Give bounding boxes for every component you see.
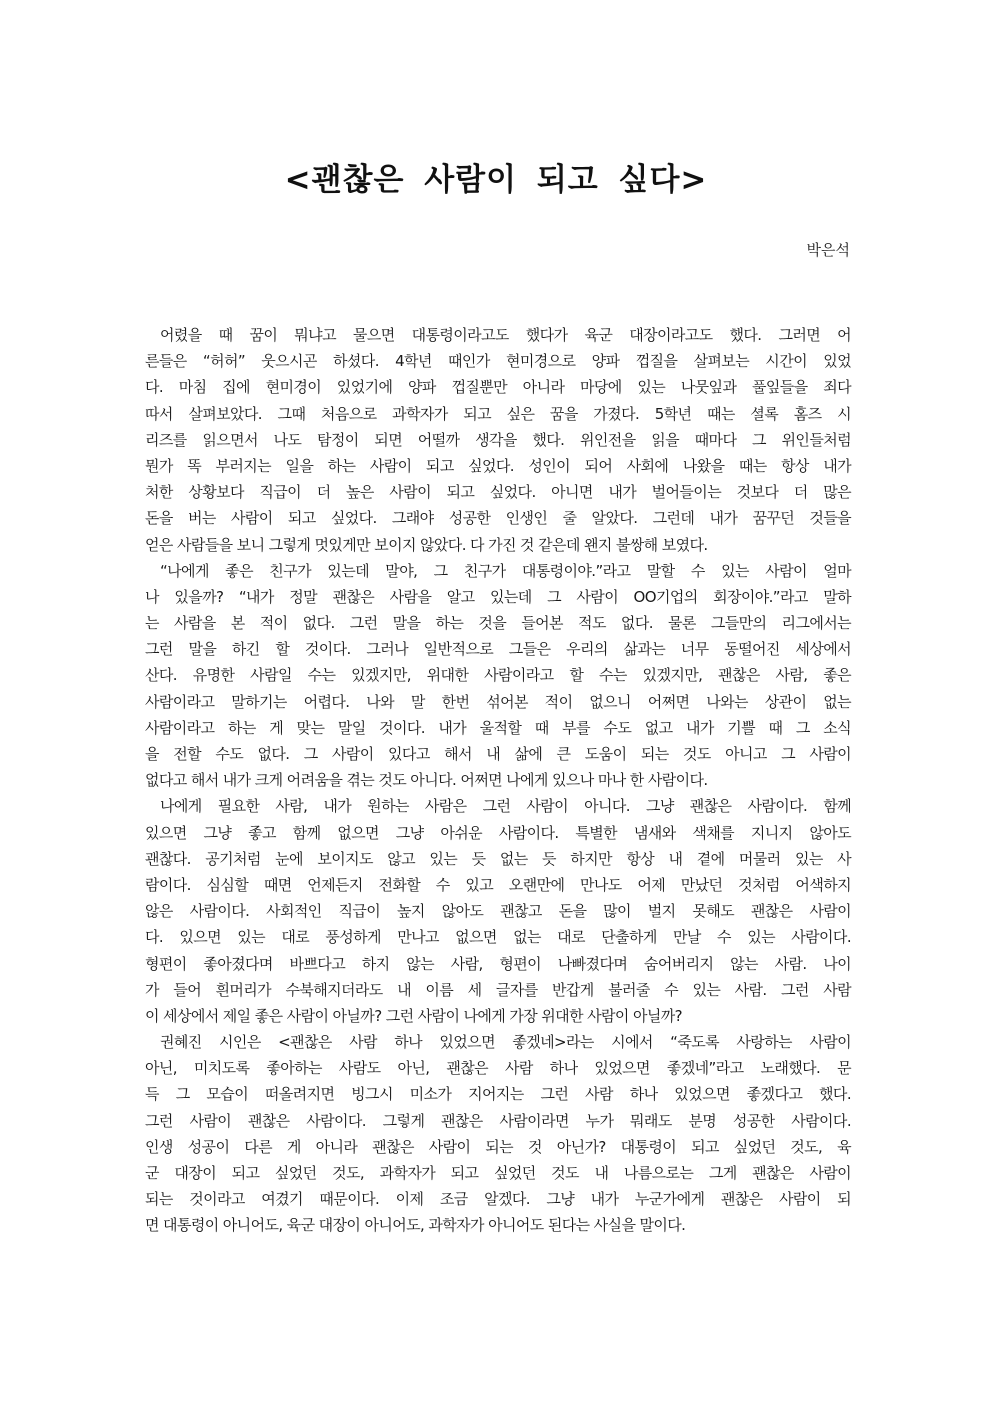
text-line: 인생 성공이 다른 게 아니라 괜찮은 사람이 되는 것 아닌가? 대통령이 되고 싶었던 것도, 육: [145, 1137, 851, 1156]
text-line: 형편이 좋아졌다며 바쁘다고 하지 않는 사람, 형편이 나빠졌다며 숨어버리지 않는 사람. 나이: [145, 954, 851, 973]
text-line: 람이다. 심심할 때면 언제든지 전화할 수 있고 오랜만에 만나도 어제 만났던 것처럼 어색하지: [145, 875, 851, 894]
document-title: <괜찮은 사람이 되고 싶다>: [284, 162, 708, 198]
text-line: 다. 마침 집에 현미경이 있었기에 양파 껍질뿐만 아니라 마당에 있는 나뭇잎과 풀잎들을 죄다: [145, 378, 851, 397]
text-line: 있으면 그냥 좋고 함께 없으면 그냥 아쉬운 사람이다. 특별한 냄새와 색채를 지니지 않아도: [145, 823, 851, 842]
text-line: 득 그 모습이 떠올려지면 빙그시 미소가 지어지는 그런 사람 하나 있었으면 좋겠다고 했다.: [145, 1085, 851, 1104]
text-line: 않은 사람이다. 사회적인 직급이 높지 않아도 괜찮고 돈을 많이 벌지 못해도 괜찮은 사람이: [145, 902, 851, 921]
text-line: 뭔가 똑 부러지는 일을 하는 사람이 되고 싶었다. 성인이 되어 사회에 나왔을 때는 항상 내가: [145, 456, 851, 475]
text-line: 산다. 유명한 사람일 수는 있겠지만, 위대한 사람이라고 할 수는 있겠지만, 괜찮은 사람, 좋은: [145, 666, 851, 685]
text-line: 면 대통령이 아니어도, 육군 대장이 아니어도, 과학자가 아니어도 된다는 사실을 말이다.: [145, 1216, 686, 1235]
document-body: [145, 322, 851, 1239]
text-line: 는 사람을 본 적이 없다. 그런 말을 하는 것을 들어본 적도 없다. 물론 그들만의 리그에서는: [145, 614, 851, 633]
text-line: 사람이라고 말하기는 어렵다. 나와 말 한번 섞어본 적이 없으니 어쩌면 나와는 상관이 없는: [145, 692, 851, 711]
text-line: 나에게 필요한 사람, 내가 원하는 사람은 그런 사람이 아니다. 그냥 괜찮은 사람이다. 함께: [160, 797, 851, 816]
text-line: 어렸을 때 꿈이 뭐냐고 물으면 대통령이라고도 했다가 육군 대장이라고도 했다. 그러면 어: [160, 326, 851, 344]
text-line: “나에게 좋은 친구가 있는데 말야, 그 친구가 대통령이야.”라고 말할 수 있는 사람이 얼마: [160, 561, 851, 580]
text-line: 따서 살펴보았다. 그때 처음으로 과학자가 되고 싶은 꿈을 가졌다. 5학년 때는 셜록 홈즈 시: [145, 404, 851, 423]
text-line: 처한 상황보다 직급이 더 높은 사람이 되고 싶었다. 아니면 내가 벌어들이는 것보다 더 많은: [145, 483, 851, 502]
text-line: 른들은 “허허” 웃으시곤 하셨다. 4학년 때인가 현미경으로 양파 껍질을 살펴보는 시간이 있었: [145, 352, 851, 371]
text-line: 그런 사람이 괜찮은 사람이다. 그렇게 괜찮은 사람이라면 누가 뭐래도 분명 성공한 사람이다.: [145, 1111, 851, 1130]
author-name: 박은석: [806, 241, 850, 259]
text-line: 가 들어 흰머리가 수북해지더라도 내 이름 세 글자를 반갑게 불러줄 수 있는 사람. 그런 사람: [145, 980, 851, 999]
text-line: 사람이라고 하는 게 맞는 말일 것이다. 내가 울적할 때 부를 수도 없고 내가 기쁠 때 그 소식: [145, 718, 851, 737]
text-line: 없다고 해서 내가 크게 어려움을 겪는 것도 아니다. 어쩌면 나에게 있으나 마나 한 사람이다.: [145, 771, 708, 790]
text-line: 이 세상에서 제일 좋은 사람이 아닐까? 그런 사람이 나에게 가장 위대한 사람이 아닐까?: [145, 1006, 683, 1025]
text-line: 되는 것이라고 여겼기 때문이다. 이제 조금 알겠다. 그냥 내가 누군가에게 괜찮은 사람이 되: [145, 1190, 851, 1209]
text-line: 권혜진 시인은 <괜찮은 사람 하나 있었으면 좋겠네>라는 시에서 “죽도록 사랑하는 사람이: [160, 1033, 851, 1052]
text-line: 군 대장이 되고 싶었던 것도, 과학자가 되고 싶었던 것도 내 나름으로는 그게 괜찮은 사람이: [145, 1164, 851, 1182]
text-line: 리즈를 읽으면서 나도 탐정이 되면 어떨까 생각을 했다. 위인전을 읽을 때마다 그 위인들처럼: [145, 430, 851, 449]
text-line: 아닌, 미치도록 좋아하는 사람도 아닌, 괜찮은 사람 하나 있었으면 좋겠네”라고 노래했다. 문: [145, 1059, 851, 1078]
text-line: 나 있을까? “내가 정말 괜찮은 사람을 알고 있는데 그 사람이 OO기업의 회장이야.”라고 말하: [145, 587, 851, 606]
text-line: 그런 말을 하긴 할 것이다. 그러나 일반적으로 그들은 우리의 삶과는 너무 동떨어진 세상에서: [145, 640, 851, 659]
text-line: 다. 있으면 있는 대로 풍성하게 만나고 없으면 없는 대로 단출하게 만날 수 있는 사람이다.: [145, 928, 851, 947]
text-line: 얻은 사람들을 보니 그렇게 멋있게만 보이지 않았다. 다 가진 것 같은데 왠지 불쌍해 보였다.: [145, 535, 708, 554]
text-line: 괜찮다. 공기처럼 눈에 보이지도 않고 있는 듯 없는 듯 하지만 항상 내 곁에 머물러 있는 사: [145, 849, 851, 868]
text-line: 을 전할 수도 없다. 그 사람이 있다고 해서 내 삶에 큰 도움이 되는 것도 아니고 그 사람이: [145, 745, 851, 763]
text-line: 돈을 버는 사람이 되고 싶었다. 그래야 성공한 인생인 줄 알았다. 그런데 내가 꿈꾸던 것들을: [145, 509, 851, 528]
